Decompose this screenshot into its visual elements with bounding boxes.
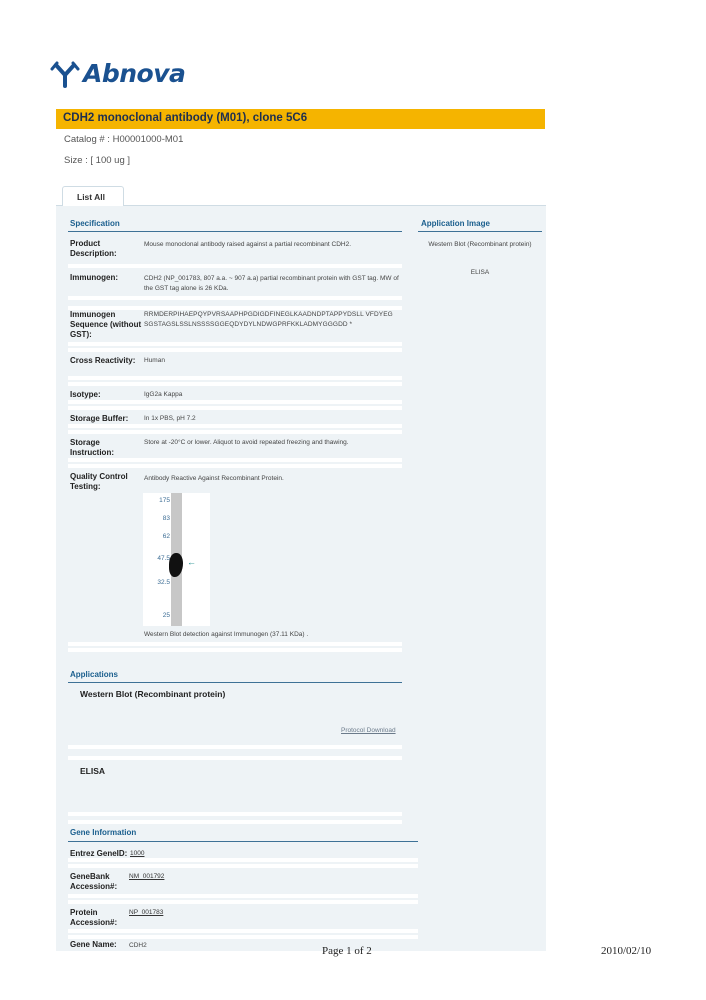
spec-value: Mouse monoclonal antibody raised against a partial recombinant CDH2. [144,241,352,248]
blot-marker: 32.5 [157,579,170,586]
entrez-gene-id-link[interactable]: 1000 [130,850,145,857]
specification-divider [68,231,402,232]
row-separator [68,648,402,652]
application-image-item[interactable]: Western Blot (Recombinant protein) [428,241,532,248]
row-separator [68,400,402,404]
row-separator [68,900,418,904]
spec-label: Cross Reactivity: [70,356,136,365]
spec-value: Store at -20°C or lower. Aliquot to avoid repeated freezing and thawing. [144,439,349,446]
gene-label: Entrez GeneID: [70,849,128,858]
row-separator [68,376,402,380]
print-date: 2010/02/10 [601,945,652,957]
brand-name: Abnova [83,58,186,88]
blot-marker: 175 [159,497,170,504]
blot-marker: 62 [162,533,170,540]
row-separator [68,382,402,386]
spec-value: IgG2a Kappa [144,391,183,398]
application-elisa: ELISA [80,766,106,776]
row-separator [68,894,418,898]
spec-label: Product Description: [70,239,117,258]
row-separator [68,458,402,462]
blot-marker: 25 [162,612,170,619]
western-blot-image[interactable] [143,493,210,626]
row-separator [68,342,402,346]
row-separator [68,264,402,268]
tab-list-all[interactable] [62,186,124,206]
specification-heading: Specification [70,219,120,228]
catalog-number: Catalog # : H00001000-M01 [64,134,184,145]
product-title-bar [56,109,545,129]
row-separator [68,430,402,434]
spec-label: Immunogen Sequence (without GST): [70,310,142,339]
row-separator [68,406,402,410]
applications-heading: Applications [70,670,119,679]
gene-information-divider [68,841,418,842]
gene-name-value: CDH2 [129,942,147,949]
blot-marker: 83 [162,515,170,522]
gene-label: Protein Accession#: [70,908,118,927]
row-separator [68,756,402,760]
blot-caption: Western Blot detection against Immunogen (37.11 KDa) . [144,631,309,638]
application-image-divider [418,231,542,232]
row-separator [68,864,418,868]
tab-list-all-label: List All [77,192,106,202]
row-separator [68,424,402,428]
row-separator [68,642,402,646]
spec-value: Antibody Reactive Against Recombinant Protein. [144,475,284,482]
spec-label: Immunogen: [70,273,118,282]
row-separator [68,820,402,824]
product-title: CDH2 monoclonal antibody (M01), clone 5C6 [63,112,308,124]
spec-label: Storage Instruction: [70,438,114,457]
application-western-blot: Western Blot (Recombinant protein) [80,689,226,699]
page-number: Page 1 of 2 [322,945,372,957]
row-separator [68,929,418,933]
application-image-heading: Application Image [421,219,490,228]
row-separator [68,296,402,300]
gene-label: Gene Name: [70,940,117,949]
row-separator [68,858,418,862]
abnova-logo[interactable] [50,58,185,88]
spec-value: RRMDERPIHAEPQYPVRSAAPHPGDIGDFINEGLKAADNDPTAPPYDSLL VFDYEGSGSTAGSLSSLNSSSSGGEQDYDYLNDWGPRFKKLADMYGGGDD * [144,311,393,328]
row-separator [68,464,402,468]
spec-value: CDH2 (NP_001783, 807 a.a. ~ 907 a.a) partial recombinant protein with GST tag. MW of the GST tag alone is 26 KDa. [144,275,399,292]
application-image-item[interactable]: ELISA [470,269,490,276]
row-separator [68,935,418,939]
applications-divider [68,682,402,683]
blot-marker: 47.5 [157,555,170,562]
spec-value: Human [144,357,165,364]
genebank-accession-link[interactable]: NM_001792 [129,873,165,880]
row-separator [68,745,402,749]
product-size: Size : [ 100 ug ] [64,155,131,166]
gene-information-heading: Gene Information [70,828,137,837]
spec-label: Isotype: [70,390,101,399]
spec-label: Quality Control Testing: [70,472,128,491]
spec-label: Storage Buffer: [70,414,129,423]
protocol-download-link[interactable]: Protocol Download [341,727,396,734]
protein-accession-link[interactable]: NP_001783 [129,909,164,916]
row-separator [68,348,402,352]
gene-label: GeneBank Accession#: [70,872,118,891]
antibody-logo-icon [50,58,80,88]
spec-value: In 1x PBS, pH 7.2 [144,415,196,422]
arrow-left-icon: ← [187,557,196,567]
row-separator [68,812,402,816]
